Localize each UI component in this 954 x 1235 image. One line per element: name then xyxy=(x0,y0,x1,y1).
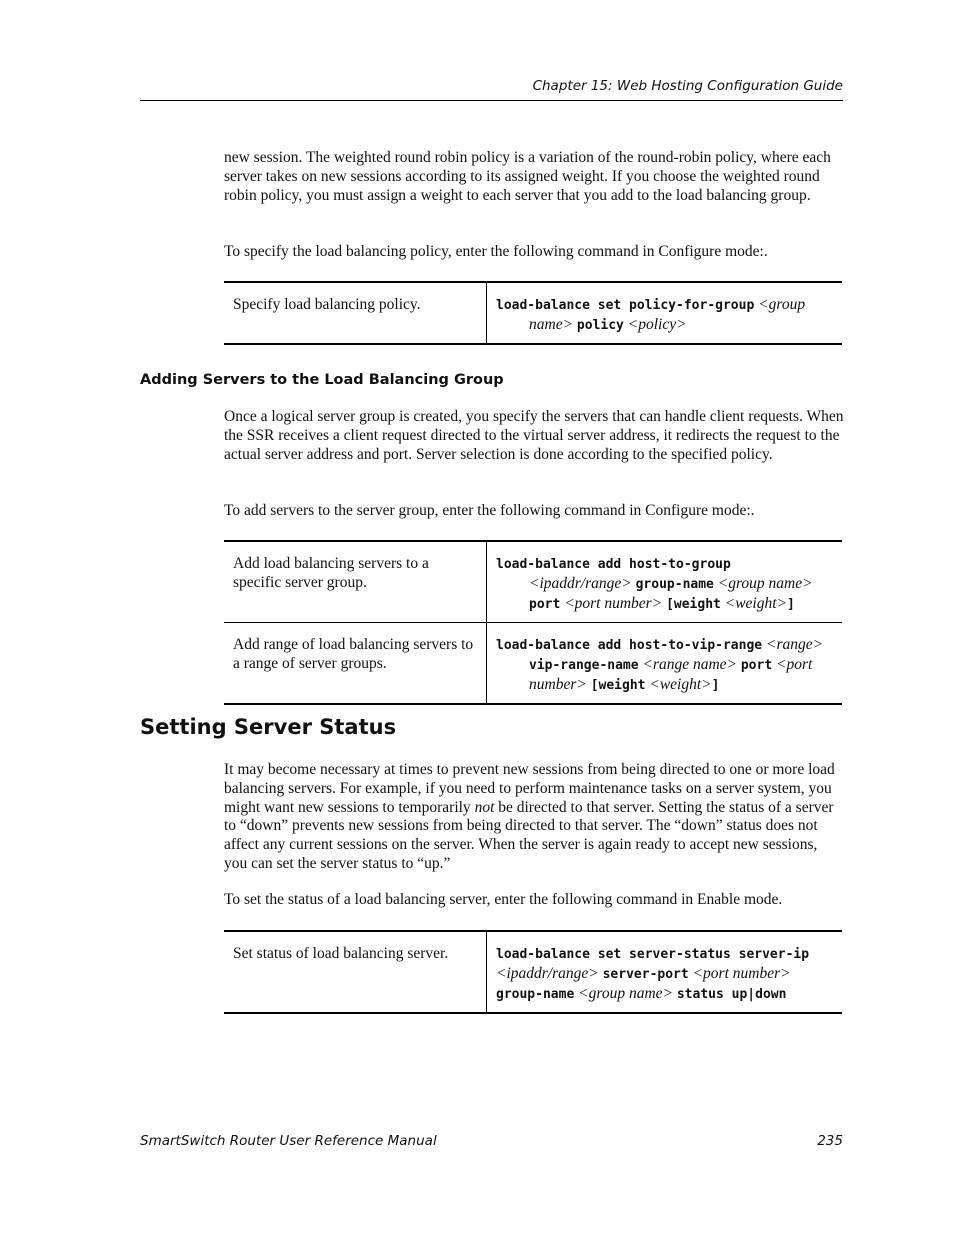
footer-manual-title: SmartSwitch Router User Reference Manual xyxy=(140,1133,437,1149)
emphasis: not xyxy=(474,798,495,816)
subsection-heading: Adding Servers to the Load Balancing Group xyxy=(140,372,504,388)
command-syntax: load-balance set server-status server-ip <ipaddr/range> server-port <port number> group-name <group name> status up|down xyxy=(496,947,810,1002)
command-syntax: load-balance add host-to-vip-range <range> vip-range-name <range name> port <port number> [weight <weight>] xyxy=(487,623,843,705)
adding-instruction: To add servers to the server group, enter the following command in Configure mode:. xyxy=(224,502,755,519)
table-row xyxy=(224,623,842,705)
command-description: Add load balancing servers to a specific server group. xyxy=(224,541,487,623)
command-syntax: load-balance set policy-for-group <group name> policy <policy> xyxy=(496,296,806,333)
command-syntax: load-balance add host-to-group <ipaddr/range> group-name <group name> port <port number> [weight <weight>] xyxy=(496,557,813,612)
server-status-command-table xyxy=(224,930,842,1014)
header-rule xyxy=(140,100,843,101)
command-description: Add range of load balancing servers to a range of server groups. xyxy=(224,623,487,705)
policy-instruction: To specify the load balancing policy, enter the following command in Configure mode:. xyxy=(224,243,768,260)
page-number: 235 xyxy=(817,1133,843,1149)
table-row xyxy=(224,282,842,344)
policy-command-table xyxy=(224,281,842,345)
section-title: Setting Server Status xyxy=(140,715,397,739)
table-row xyxy=(224,541,842,623)
command-description: Set status of load balancing server. xyxy=(224,931,487,1013)
intro-paragraph: new session. The weighted round robin policy is a variation of the round-robin policy, where each server takes on new sessions according to its assigned weight. If you choose the weighted round robin policy, you must assign a weight to each server that you add to the load balancing group. xyxy=(224,149,831,204)
command-description: Specify load balancing policy. xyxy=(224,282,487,344)
status-paragraph: It may become necessary at times to prevent new sessions from being directed to one or more load balancing servers. For example, if you need to perform maintenance tasks on a server system, you might want new sessions to temporarily not be directed to that server. Setting the status of a server to “down” prevents new sessions from being directed to that server. The “down” status does not affect any current sessions on the server. When the server is again ready to accept new sessions, you can set the server status to “up.” xyxy=(224,761,835,872)
running-header: Chapter 15: Web Hosting Configuration Guide xyxy=(532,78,843,94)
status-instruction: To set the status of a load balancing server, enter the following command in Enable mode. xyxy=(224,891,783,908)
add-servers-command-table xyxy=(224,540,842,705)
table-row xyxy=(224,931,842,1013)
adding-paragraph: Once a logical server group is created, you specify the servers that can handle client requests. When the SSR receives a client request directed to the virtual server address, it redirects the request to the actual server address and port. Server selection is done according to the specified policy. xyxy=(224,408,844,463)
